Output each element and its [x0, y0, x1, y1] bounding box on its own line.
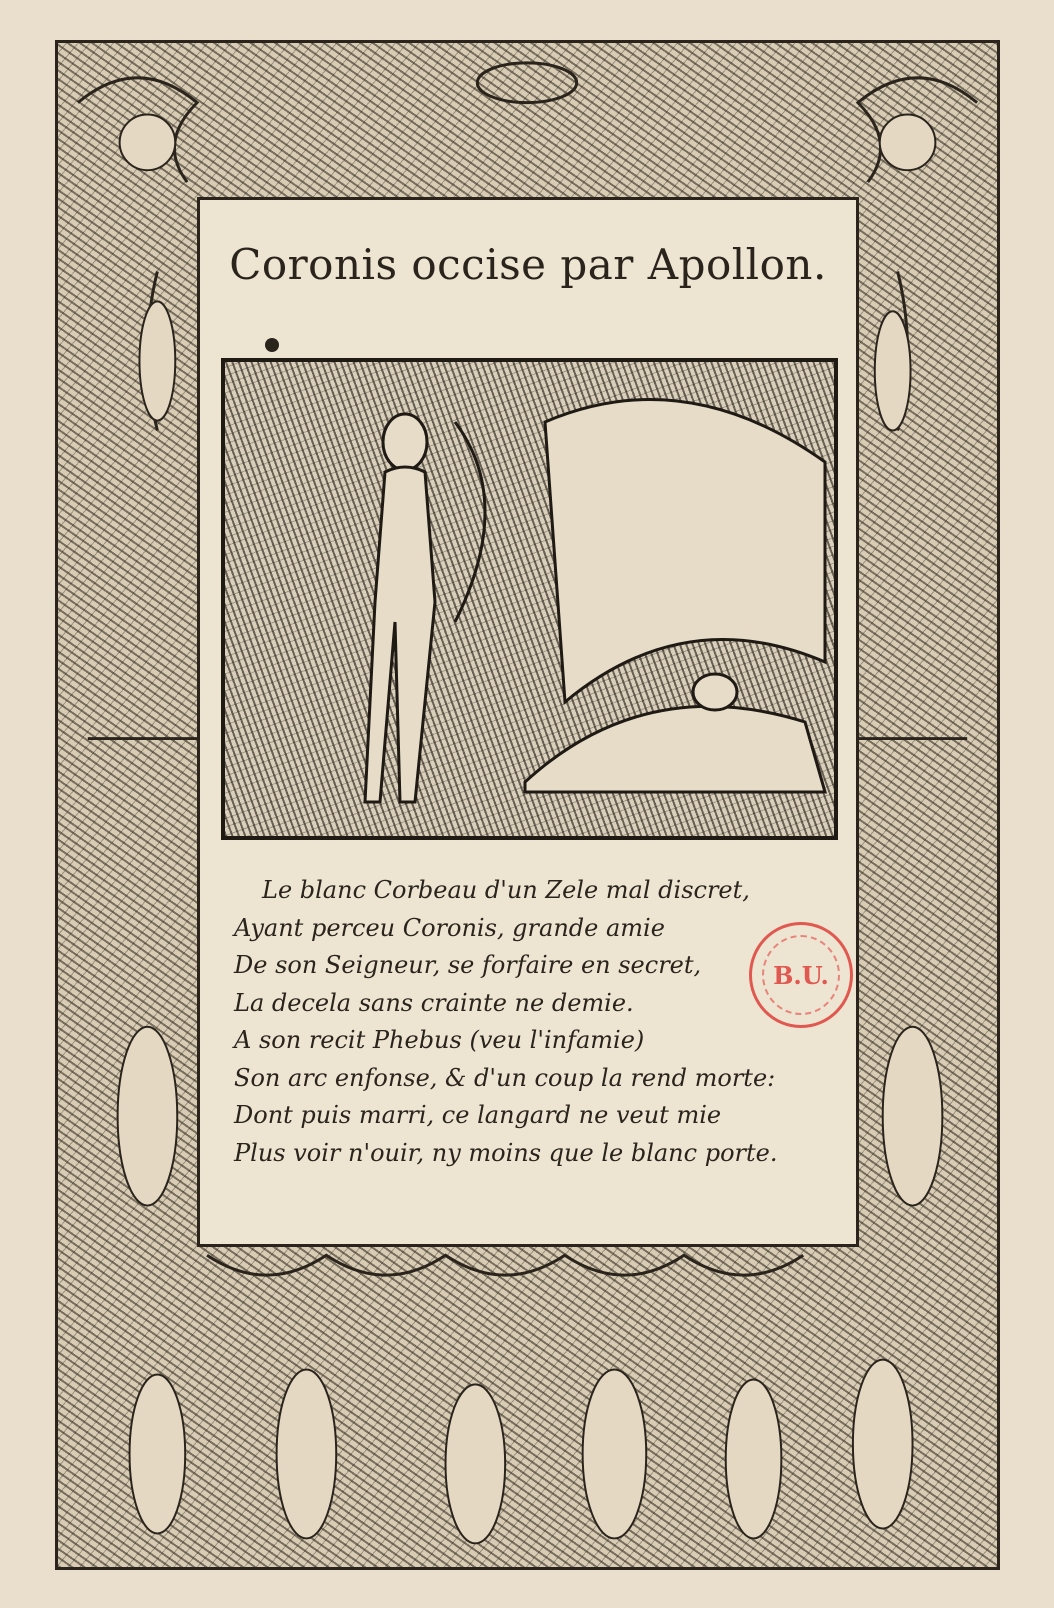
poem-line: Le blanc Corbeau d'un Zele mal discret, — [262, 876, 750, 904]
woodcut-figures — [225, 362, 834, 836]
text-panel — [197, 197, 859, 1247]
woodcut-illustration-apollo-coronis — [221, 358, 838, 840]
poem-line: Dont puis marri, ce langard ne veut mie — [234, 1101, 722, 1129]
poem-line: Son arc enfonse, & d'un coup la rend morte: — [234, 1063, 776, 1092]
poem-line: Plus voir n'ouir, ny moins que le blanc porte. — [234, 1138, 778, 1167]
page-title: Coronis occise par Apollon. — [229, 240, 827, 289]
poem-verse — [234, 872, 777, 1172]
stamp-text: B.U. — [773, 960, 829, 990]
poem-line: La decela sans crainte ne demie. — [234, 988, 634, 1017]
poem-line: De son Seigneur, se forfaire en secret, — [234, 951, 702, 979]
poem-line: A son recit Phebus (veu l'infamie) — [234, 1026, 645, 1054]
printer-mark-icon — [265, 338, 279, 352]
poem-line: Ayant perceu Coronis, grande amie — [234, 913, 665, 942]
library-stamp — [749, 922, 853, 1028]
